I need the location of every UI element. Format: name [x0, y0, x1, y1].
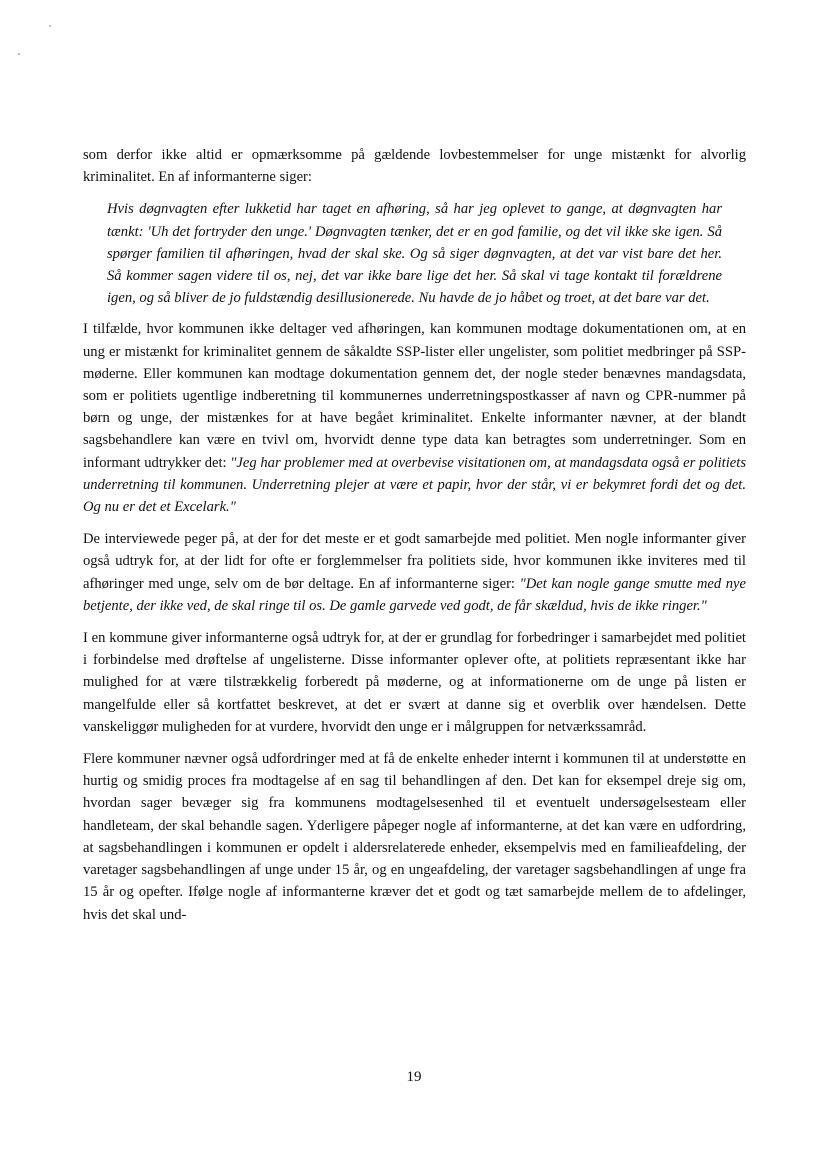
scan-speck	[18, 53, 20, 55]
scan-speck	[49, 25, 51, 27]
page-number: 19	[406, 1069, 422, 1085]
inline-quote: "Det kan nogle gange smutte med nye betjente, der ikke ved, de skal ringe til os. De gamle garvede ved godt, de får skældud, hvis de ikke ringer."	[83, 575, 747, 614]
paragraph-internal-units: Flere kommuner nævner også udfordringer med at få de enkelte enheder internt i kommunen til at understøtte en hurtig og smidig proces fra modtagelse af en sag til behandlingen af den. Det kan for eksempel dreje sig om, hvordan sager bevæger sig fra kommunens modtagelsesenhed til et eventuelt undersøgelsesteam eller handleteam, der skal behandle sagen. Yderligere påpeger nogle af informanterne, at det kan være en udfordring, at sagsbehandlingen i kommunen er opdelt i aldersrelaterede enheder, eksempelvis med en familieafdeling, der varetager sagsbehandlingen af unge under 15 år, og en ungeafdeling, der varetager sagsbehandlingen af unge fra 15 år og opefter. Ifølge nogle af informanterne kræver det et godt og tæt samarbejde mellem de to afdelinger, hvis det skal und-	[83, 751, 746, 923]
document-page	[83, 144, 746, 936]
inline-quote: "Jeg har problemer med at overbevise visitationen om, at mandagsdata også er politiets underretning til kommunen. Underretning plejer at være et papir, hvor der står, vi er bekymret fordi det og det. Og nu er det et Excelark."	[83, 454, 746, 516]
paragraph-text: De interviewede peger på, at der for det meste er et godt samarbejde med politiet. Men nogle informanter giver også udtryk for, at der lidt for ofte er forglemmelser fra politiets side, hvor kommunen ikke inviteres med til afhøringer med unge, selv om de bør deltage. En af informanterne siger:	[83, 531, 746, 592]
paragraph-police-cooperation	[83, 528, 746, 617]
paragraph-ssp-lists	[83, 318, 746, 518]
paragraph-ungelister: I en kommune giver informanterne også udtryk for, at der er grundlag for forbedringer i samarbejdet med politiet i forbindelse med drøftelse af ungelisterne. Disse informanter oplever ofte, at politiets repræsentant ikke har mulighed for at være tilstrækkelig forberedt på møderne, og at informationerne om de unge på listen er mangelfulde eller så kortfattet beskrevet, at det er svært at danne sig et overblik over hændelsen. Dette vanskeliggør muligheden for at vurdere, hvorvidt den unge er i målgruppen for netværkssamråd.	[83, 630, 746, 735]
paragraph-intro: som derfor ikke altid er opmærksomme på gældende lovbestemmelser for unge mistænkt for alvorlig kriminalitet. En af informanterne siger:	[83, 147, 746, 186]
paragraph-text: I tilfælde, hvor kommunen ikke deltager ved afhøringen, kan kommunen modtage dokumentationen om, at en ung er mistænkt for kriminalitet gennem de såkaldte SSP-lister eller ungelister, som politiet medbringer på SSP-møderne. Eller kommunen kan modtage dokumentation gennem det, der nogle steder benævnes mandagsdata, som er politiets ugentlige indberetning til kommunernes underretningspostkasser af navn og CPR-nummer på børn og unge, der mistænkes for at have begået kriminalitet. Enkelte informanter nævner, at der blandt sagsbehandlere kan være en tvivl om, hvorvidt denne type data kan betragtes som underretninger. Som en informant udtrykker det:	[83, 321, 746, 471]
block-quote: Hvis døgnvagten efter lukketid har taget en afhøring, så har jeg oplevet to gange, at døgnvagten har tænkt: 'Uh det fortryder den unge.' Døgnvagten tænker, det er en god familie, og det vil ikke ske igen. Så spørger familien til afhøringen, hvad der skal ske. Og så siger døgnvagten, at det var vist bare det her. Så kommer sagen videre til os, nej, det var ikke bare lige det her. Så skal vi tage kontakt til forældrene igen, og så bliver de jo fuldstændig desillusionerede. Nu havde de jo håbet og troet, at det bare var det.	[107, 201, 722, 307]
